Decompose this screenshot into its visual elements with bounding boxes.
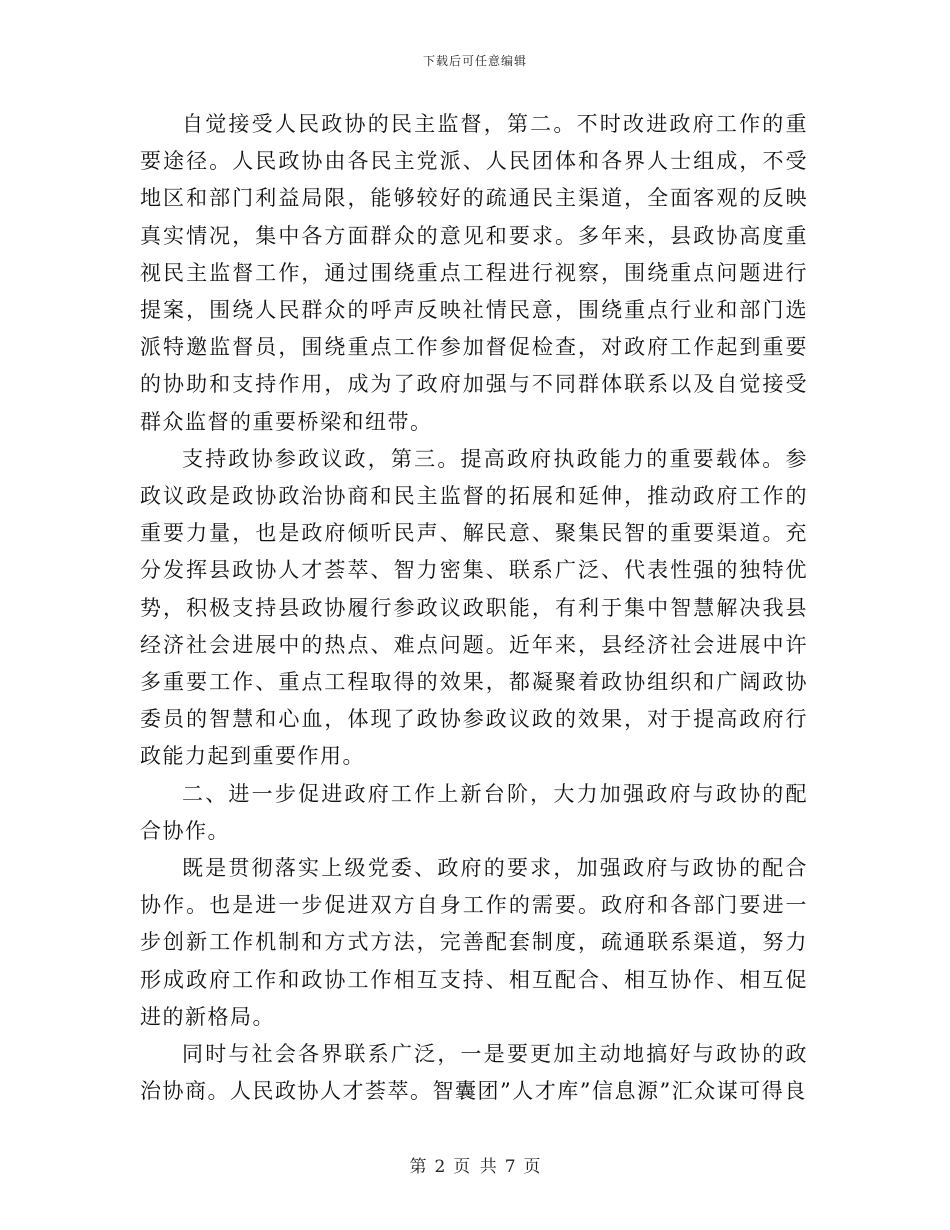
footer-prefix: 第 <box>409 1157 427 1177</box>
document-body <box>140 106 808 1110</box>
section-heading: 二、进一步促进政府工作上新台阶，大力加强政府与政协的配合协作。 <box>140 781 808 843</box>
page-header: 下载后可任意编辑 <box>422 54 527 68</box>
paragraph-3: 既是贯彻落实上级党委、政府的要求，加强政府与政协的配合协作。也是进一步促进双方自身工作的需要。政府和各部门要进一步创新工作机制和方式方法，完善配套制度，疏通联系渠道，努力形成政府工作和政协工作相互支持、相互配合、相互协作、相互促进的新格局。 <box>140 856 808 1029</box>
footer-page-number: 2 <box>434 1157 446 1177</box>
paragraph-1: 自觉接受人民政协的民主监督，第二。不时改进政府工作的重要途径。人民政协由各民主党派、人民团体和各界人士组成，不受地区和部门利益局限，能够较好的疏通民主渠道，全面客观的反映真实情况，集中各方面群众的意见和要求。多年来，县政协高度重视民主监督工作，通过围绕重点工程进行视察，围绕重点问题进行提案，围绕人民群众的呼声反映社情民意，围绕重点行业和部门选派特邀监督员，围绕重点工作参加督促检查，对政府工作起到重要的协助和支持作用，成为了政府加强与不同群体联系以及自觉接受群众监督的重要桥梁和纽带。 <box>140 112 808 434</box>
footer-suffix: 页 <box>523 1157 541 1177</box>
paragraph-4: 同时与社会各界联系广泛，一是要更加主动地搞好与政协的政治协商。人民政协人才荟萃。智囊团”人才库”信息源”汇众谋可得良 <box>140 1042 808 1104</box>
page-footer <box>0 1152 950 1177</box>
footer-middle: 页 共 <box>453 1157 497 1177</box>
footer-total-pages: 7 <box>504 1157 516 1177</box>
paragraph-2: 支持政协参政议政，第三。提高政府执政能力的重要载体。参政议政是政协政治协商和民主监督的拓展和延伸，推动政府工作的重要力量，也是政府倾听民声、解民意、聚集民智的重要渠道。充分发挥县政协人才荟萃、智力密集、联系广泛、代表性强的独特优势，积极支持县政协履行参政议政职能，有利于集中智慧解决我县经济社会进展中的热点、难点问题。近年来，县经济社会进展中许多重要工作、重点工程取得的效果，都凝聚着政协组织和广阔政协委员的智慧和心血，体现了政协参政议政的效果，对于提高政府行政能力起到重要作用。 <box>140 446 808 769</box>
